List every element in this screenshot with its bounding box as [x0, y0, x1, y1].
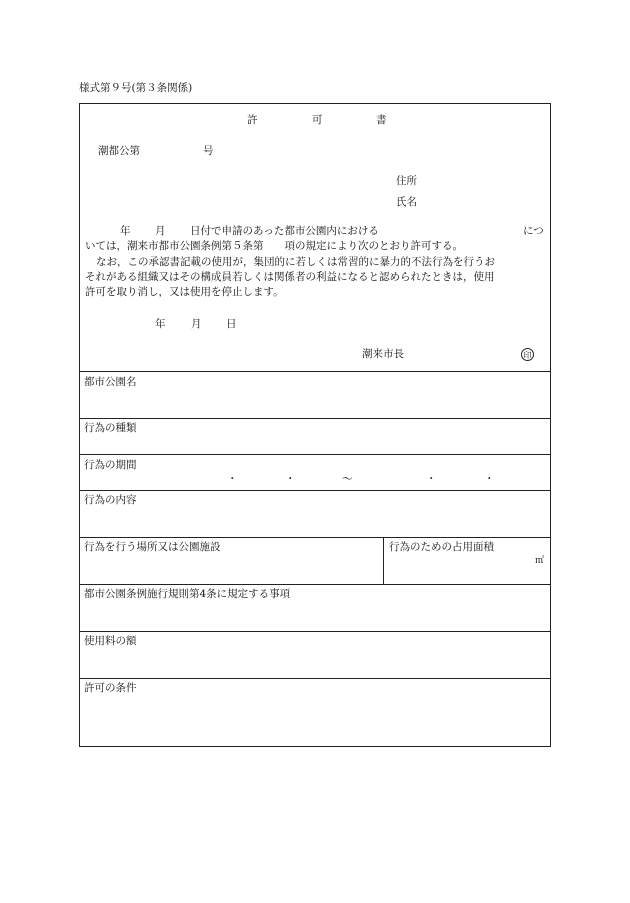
issue-date-month: 月 — [191, 318, 202, 330]
title-char-1: 許 — [247, 114, 258, 126]
issue-date-year: 年 — [155, 318, 166, 330]
field-park-name: 都市公園名 — [84, 376, 137, 388]
body-date-year: 年 — [120, 225, 131, 237]
field-fee: 使用料の額 — [84, 635, 137, 647]
issue-number-suffix: 号 — [203, 145, 214, 157]
period-tilde: ～ — [342, 473, 353, 485]
address-label: 住所 — [396, 175, 417, 187]
period-dot-1: ・ — [227, 473, 238, 485]
field-act-content: 行為の内容 — [84, 494, 137, 506]
body-para2-line-3: 許可を取り消し，又は使用を停止します。 — [85, 286, 284, 298]
divider-fee — [80, 631, 550, 632]
divider-location-area — [383, 537, 384, 584]
body-line-2: いては，潮来市都市公園条例第５条第 項の規定により次のとおり許可する。 — [85, 240, 463, 252]
divider-act-type — [80, 418, 550, 419]
body-para2-line-2: それがある組織又はその構成員若しくは関係者の利益になると認められたときは，使用 — [85, 271, 495, 283]
title-char-2: 可 — [312, 114, 323, 126]
field-location: 行為を行う場所又は公園施設 — [84, 541, 221, 553]
permit-form — [79, 103, 551, 747]
divider-conditions — [80, 678, 550, 679]
body-date-month: 月 — [155, 225, 166, 237]
issue-date-day: 日 — [226, 318, 237, 330]
divider-park-name — [80, 371, 550, 372]
body-para2-line-1: なお，この承認書記載の使用が，集団的に若しくは常習的に暴力的不法行為を行うお — [96, 256, 495, 268]
title-char-3: 書 — [376, 114, 387, 126]
period-dot-2: ・ — [285, 473, 296, 485]
divider-location — [80, 537, 550, 538]
form-number: 様式第９号(第３条関係) — [79, 82, 193, 94]
divider-act-period — [80, 454, 550, 455]
seal-icon: 印 — [521, 348, 534, 361]
name-label: 氏名 — [396, 196, 417, 208]
field-act-period: 行為の期間 — [84, 459, 137, 471]
field-occupied-area: 行為のための占用面積 — [389, 541, 494, 553]
area-unit: ㎡ — [535, 556, 545, 566]
field-regulation-items: 都市公園条例施行規則第4条に規定する事項 — [84, 588, 291, 600]
field-act-type: 行為の種類 — [84, 422, 137, 434]
body-line-1-end: につ — [523, 225, 544, 237]
issue-number-prefix: 潮都公第 — [98, 145, 140, 157]
divider-act-content — [80, 490, 550, 491]
issuer-name: 潮来市長 — [362, 348, 404, 360]
period-dot-4: ・ — [484, 473, 495, 485]
period-dot-3: ・ — [426, 473, 437, 485]
field-conditions: 許可の条件 — [84, 682, 137, 694]
divider-regulation — [80, 584, 550, 585]
body-line-1: 日付で申請のあった都市公園内における — [190, 225, 379, 237]
